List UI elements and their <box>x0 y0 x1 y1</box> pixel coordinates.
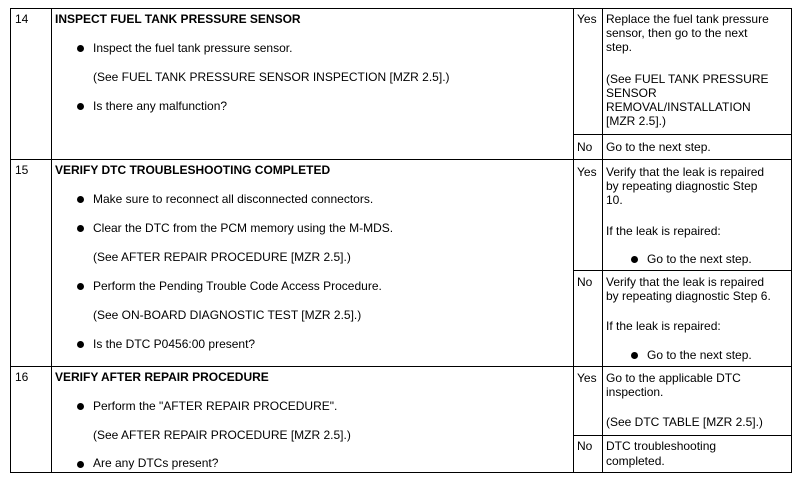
result-text: by repeating diagnostic Step <box>606 179 758 193</box>
yes-no-divider <box>573 435 791 436</box>
result-text: DTC troubleshooting <box>606 439 717 453</box>
bullet-icon <box>77 103 84 110</box>
row-divider <box>11 366 791 367</box>
result-text: If the leak is repaired: <box>606 319 721 333</box>
result-text: Go to the applicable DTC <box>606 371 741 385</box>
bullet-icon <box>77 403 84 410</box>
diagnostic-table <box>10 8 792 473</box>
result-text: SENSOR <box>606 86 657 100</box>
list-item: Perform the "AFTER REPAIR PROCEDURE". <box>93 399 338 413</box>
step-number: 15 <box>15 163 29 177</box>
result-text: sensor, then go to the next <box>606 26 748 40</box>
reference-note: (See ON-BOARD DIAGNOSTIC TEST [MZR 2.5].) <box>93 308 362 322</box>
result-text: [MZR 2.5].) <box>606 114 667 128</box>
yes-label: Yes <box>577 165 597 179</box>
col-divider <box>51 9 52 472</box>
yes-no-divider <box>573 134 791 135</box>
list-item: Are any DTCs present? <box>93 456 219 470</box>
step-title: VERIFY AFTER REPAIR PROCEDURE <box>55 370 269 384</box>
bullet-icon <box>631 352 638 359</box>
result-text: Go to the next step. <box>647 348 752 362</box>
result-text: Verify that the leak is repaired <box>606 165 765 179</box>
no-label: No <box>577 140 593 154</box>
yes-label: Yes <box>577 371 597 385</box>
result-text: Verify that the leak is repaired <box>606 275 765 289</box>
bullet-icon <box>77 45 84 52</box>
list-item: Clear the DTC from the PCM memory using the M-MDS. <box>93 221 394 235</box>
result-text: If the leak is repaired: <box>606 224 721 238</box>
yes-no-divider <box>573 270 791 271</box>
step-title: INSPECT FUEL TANK PRESSURE SENSOR <box>55 12 301 26</box>
list-item: Is the DTC P0456:00 present? <box>93 337 256 351</box>
step-number: 14 <box>15 12 29 26</box>
reference-note: (See FUEL TANK PRESSURE SENSOR INSPECTION [MZR 2.5].) <box>93 70 450 84</box>
result-text: step. <box>606 40 633 54</box>
list-item: Perform the Pending Trouble Code Access Procedure. <box>93 279 382 293</box>
result-text: Go to the next step. <box>647 252 752 266</box>
result-text: inspection. <box>606 385 664 399</box>
list-item: Make sure to reconnect all disconnected connectors. <box>93 192 374 206</box>
result-text: (See DTC TABLE [MZR 2.5].) <box>606 415 763 429</box>
step-number: 16 <box>15 370 29 384</box>
bullet-icon <box>631 256 638 263</box>
bullet-icon <box>77 196 84 203</box>
bullet-icon <box>77 283 84 290</box>
result-text: by repeating diagnostic Step 6. <box>606 289 771 303</box>
row-divider <box>11 159 791 160</box>
yes-label: Yes <box>577 12 597 26</box>
list-item: Inspect the fuel tank pressure sensor. <box>93 41 293 55</box>
bullet-icon <box>77 341 84 348</box>
col-divider <box>573 9 574 472</box>
no-label: No <box>577 275 593 289</box>
result-text: 10. <box>606 193 623 207</box>
no-label: No <box>577 439 593 453</box>
result-text: Replace the fuel tank pressure <box>606 12 769 26</box>
bullet-icon <box>77 225 84 232</box>
result-text: REMOVAL/INSTALLATION <box>606 100 751 114</box>
result-text: (See FUEL TANK PRESSURE <box>606 72 769 86</box>
reference-note: (See AFTER REPAIR PROCEDURE [MZR 2.5].) <box>93 428 351 442</box>
col-divider <box>602 9 603 472</box>
result-text: Go to the next step. <box>606 140 711 154</box>
step-title: VERIFY DTC TROUBLESHOOTING COMPLETED <box>55 163 331 177</box>
bullet-icon <box>77 461 84 468</box>
list-item: Is there any malfunction? <box>93 99 228 113</box>
reference-note: (See AFTER REPAIR PROCEDURE [MZR 2.5].) <box>93 250 351 264</box>
result-text: completed. <box>606 454 665 468</box>
